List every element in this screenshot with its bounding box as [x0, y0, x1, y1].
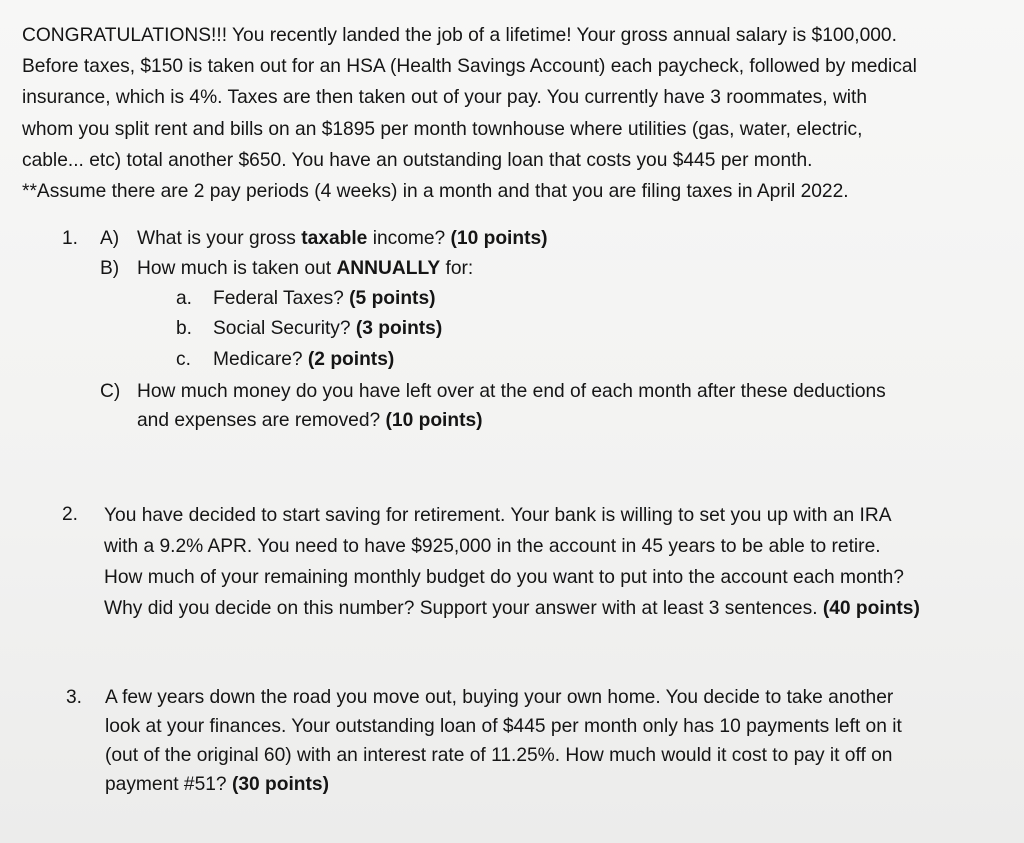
intro-line-1: CONGRATULATIONS!!! You recently landed the job of a lifetime! Your gross annual salary is $100,000.: [22, 25, 897, 46]
question-3-points: (30 points): [231, 774, 329, 795]
subquestion-b-marker: b.: [176, 318, 193, 339]
question-1a-emphasis: taxable: [301, 228, 368, 249]
question-2-line-2: with a 9.2% APR. You need to have $925,000 in the account in 45 years to be able to retire.: [104, 536, 881, 557]
question-1-number: 1.: [62, 228, 79, 249]
question-2-line-1: You have decided to start saving for retirement. Your bank is willing to set you up with an IRA: [104, 505, 892, 526]
question-2-line-4: [104, 593, 1004, 624]
subquestion-b-text: [213, 314, 442, 344]
question-3-line-4: [105, 770, 1005, 799]
question-2-number: 2.: [62, 504, 79, 525]
question-2-line-4-text: Why did you decide on this number? Support your answer with at least 3 sentences.: [104, 598, 823, 619]
question-1b-post: for:: [440, 258, 474, 279]
question-1a-post: income?: [367, 228, 451, 249]
intro-line-2: Before taxes, $150 is taken out for an HSA (Health Savings Account) each paycheck, followed by medical: [22, 56, 917, 78]
subquestion-c-text: [213, 345, 394, 375]
subquestion-c-marker: c.: [176, 349, 191, 370]
intro-line-4: whom you split rent and bills on an $1895 per month townhouse where utilities (gas, water, electric,: [22, 118, 863, 140]
question-2-text: [104, 500, 1004, 624]
subquestion-b-points: (3 points): [355, 318, 443, 339]
question-3-line-4-text: payment #51?: [105, 774, 232, 795]
subquestion-a-points: (5 points): [349, 288, 436, 309]
intro-paragraph: [22, 20, 1007, 207]
question-1c-line-1: How much money do you have left over at the end of each month after these deductions: [137, 381, 886, 402]
subquestion-c-points: (2 points): [307, 349, 395, 370]
question-1b-text: [137, 254, 473, 284]
question-2-points: (40 points): [822, 598, 920, 619]
subquestion-a-marker: a.: [176, 288, 193, 309]
question-1c-points: (10 points): [385, 410, 483, 431]
intro-line-3: insurance, which is 4%. Taxes are then taken out of your pay. You currently have 3 roommates, with: [22, 87, 868, 109]
question-3-line-2: look at your finances. Your outstanding loan of $445 per month only has 10 payments left on it: [105, 716, 902, 737]
subquestion-a-text: [213, 284, 436, 314]
question-1c-marker: C): [100, 381, 121, 402]
question-1a-marker: A): [100, 228, 120, 249]
question-1a-pre: What is your gross: [137, 228, 302, 249]
question-3-line-1: A few years down the road you move out, buying your own home. You decide to take another: [105, 687, 894, 708]
question-1c-line-2: [137, 406, 987, 435]
question-1b-pre: How much is taken out: [137, 258, 337, 279]
question-3-text: [105, 683, 1005, 799]
subquestion-a-label: Federal Taxes?: [213, 288, 350, 309]
intro-line-5: cable... etc) total another $650. You have an outstanding loan that costs you $445 per month.: [22, 149, 813, 171]
question-1c-line-2-text: and expenses are removed?: [137, 410, 386, 431]
question-2-line-3: How much of your remaining monthly budget do you want to put into the account each month?: [104, 567, 904, 588]
question-3-line-3: (out of the original 60) with an interest rate of 11.25%. How much would it cost to pay it off on: [105, 745, 893, 766]
intro-line-6: **Assume there are 2 pay periods (4 weeks) in a month and that you are filing taxes in April 2022.: [22, 181, 849, 203]
subquestion-c-label: Medicare?: [213, 349, 308, 370]
question-1b-emphasis: ANNUALLY: [336, 258, 441, 279]
subquestion-b-label: Social Security?: [213, 318, 356, 339]
question-1b-marker: B): [100, 258, 120, 279]
question-1a-points: (10 points): [450, 228, 548, 249]
question-3-number: 3.: [66, 687, 83, 708]
question-1a-text: [137, 224, 548, 254]
question-1c-text: [137, 377, 987, 435]
